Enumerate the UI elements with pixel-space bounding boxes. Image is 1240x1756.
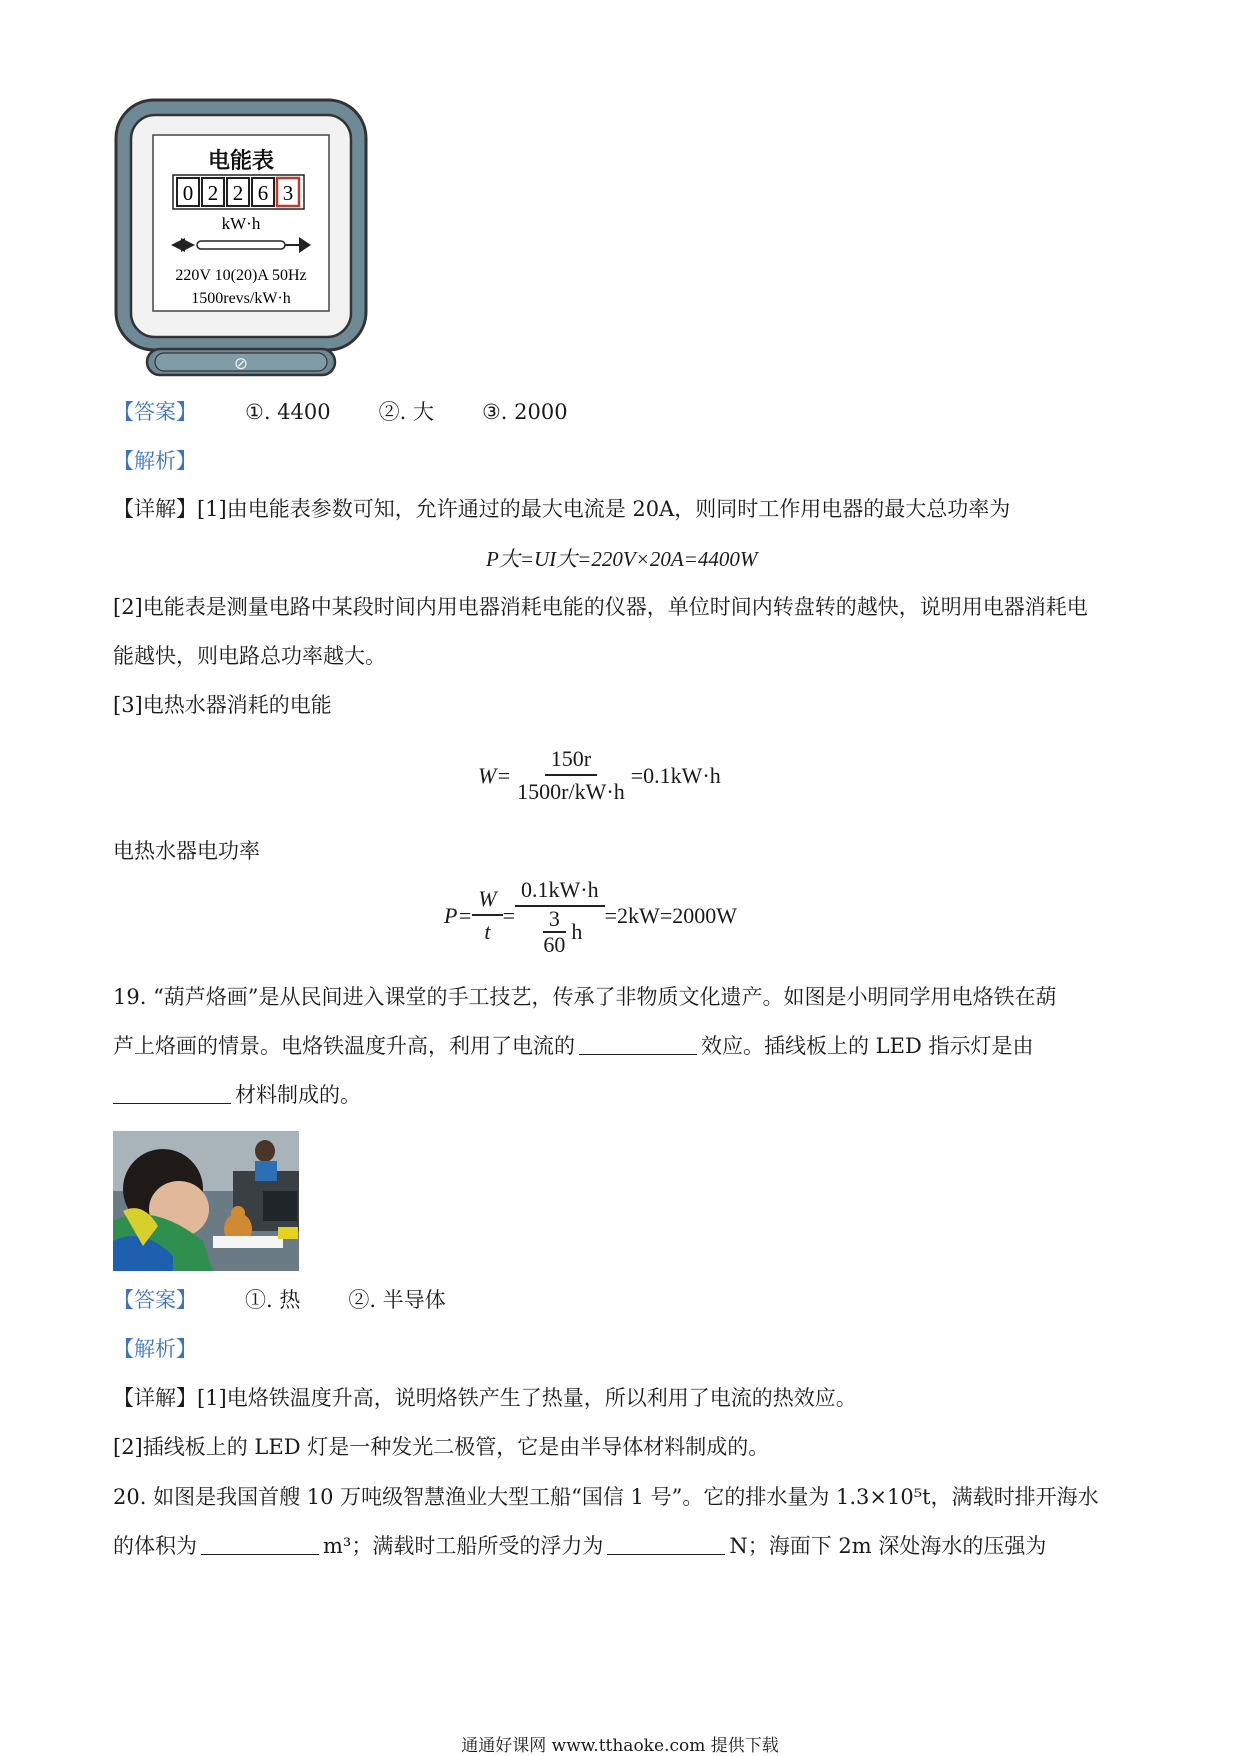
q19-line-3 xyxy=(113,1080,361,1110)
answer-label: 【答案】 xyxy=(113,1288,197,1312)
formula-power-energy: 0.1kW·h xyxy=(515,875,605,907)
formula-energy-rhs: =0.1kW·h xyxy=(630,763,721,788)
q19-line-2 xyxy=(113,1031,1033,1061)
formula-power-time xyxy=(531,907,588,957)
q18-detail-2a: [2]电能表是测量电路中某段时间内用电器消耗电能的仪器，单位时间内转盘转的越快，说明用电器消耗电 xyxy=(113,595,1088,619)
q20-line-2b: m³；满载时工船所受的浮力为 xyxy=(323,1534,604,1558)
formula-power-time-fraction xyxy=(537,907,571,957)
meter-title: 电能表 xyxy=(207,149,275,174)
electric-meter-figure xyxy=(113,97,373,387)
q18-detail-2b: 能越快，则电路总功率越大。 xyxy=(113,644,386,668)
answer-item-1: ①. 4400 xyxy=(245,400,331,424)
gourd-pyrography-photo xyxy=(113,1131,299,1271)
q18-detail-3: [3]电热水器消耗的电能 xyxy=(113,693,332,717)
answer-blank-3[interactable] xyxy=(201,1532,319,1555)
q19-line-2a: 芦上烙画的情景。电烙铁温度升高，利用了电流的 xyxy=(113,1034,575,1058)
meter-slot-icon: ⊘ xyxy=(233,354,249,374)
q19-line-2b: 效应。插线板上的 LED 指示灯是由 xyxy=(701,1034,1034,1058)
formula-power-lhs: P= xyxy=(444,903,473,928)
q19-line-1: 19. “葫芦烙画”是从民间进入课堂的手工技艺，传承了非物质文化遗产。如图是小明同学用电烙铁在葫 xyxy=(113,985,1057,1009)
answer-label: 【答案】 xyxy=(113,400,197,424)
formula-power xyxy=(444,875,737,957)
q20-line-2a: 的体积为 xyxy=(113,1534,197,1558)
answer-blank-1[interactable] xyxy=(579,1032,697,1055)
answer-blank-4[interactable] xyxy=(607,1532,725,1555)
formula-power-w: W xyxy=(472,884,502,916)
formula-energy-fraction xyxy=(511,744,631,808)
q19-analysis-label: 【解析】 xyxy=(113,1337,197,1361)
q20-line-2c: N；海面下 2m 深处海水的压强为 xyxy=(729,1534,1047,1558)
formula-power-fraction-main xyxy=(515,875,605,957)
q20-line-2 xyxy=(113,1531,1046,1561)
page-footer: 通通好课网 www.tthaoke.com 提供下载 xyxy=(461,1736,779,1756)
q18-analysis-label: 【解析】 xyxy=(113,449,197,473)
meter-digit-4: 6 xyxy=(257,181,269,205)
answer-blank-2[interactable] xyxy=(113,1081,231,1104)
meter-digit-2: 2 xyxy=(207,181,219,205)
meter-digits xyxy=(173,175,304,209)
formula-energy-denominator: 1500r/kW·h xyxy=(517,779,625,804)
meter-digit-5: 3 xyxy=(282,181,294,205)
q19-detail-1: 【详解】[1]电烙铁温度升高，说明烙铁产生了热量，所以利用了电流的热效应。 xyxy=(113,1386,857,1410)
formula-power-time-num: 3 xyxy=(543,907,566,933)
formula-power-fraction-wt xyxy=(472,884,502,948)
formula-max-power-text: P大=UI大=220V×20A=4400W xyxy=(486,547,758,571)
q18-answer-row xyxy=(113,397,568,427)
formula-energy-numerator: 150r xyxy=(545,744,597,776)
formula-max-power xyxy=(486,543,757,573)
formula-power-time-unit: h xyxy=(571,919,583,944)
formula-energy-lhs: W= xyxy=(478,763,512,788)
q20-line-1: 20. 如图是我国首艘 10 万吨级智慧渔业大型工船“国信 1 号”。它的排水量为 1.3×10⁵t，满载时排开海水 xyxy=(113,1485,1099,1509)
answer-item-1: ①. 热 xyxy=(245,1288,301,1312)
meter-digit-3: 2 xyxy=(232,181,244,205)
q19-answer-row xyxy=(113,1285,446,1315)
q18-detail-1: 【详解】[1]由电能表参数可知，允许通过的最大电流是 20A，则同时工作用电器的最大总功率为 xyxy=(113,497,1011,521)
answer-item-2: ②. 大 xyxy=(378,400,434,424)
meter-spec-rating: 220V 10(20)A 50Hz xyxy=(175,267,307,284)
q19-line-3b: 材料制成的。 xyxy=(235,1083,361,1107)
formula-power-eq: = xyxy=(502,903,516,928)
answer-item-3: ③. 2000 xyxy=(481,400,568,424)
formula-power-t: t xyxy=(484,919,491,944)
formula-energy xyxy=(478,744,721,808)
meter-digit-1: 0 xyxy=(182,181,194,205)
meter-unit: kW·h xyxy=(221,214,261,233)
answer-item-2: ②. 半导体 xyxy=(348,1288,446,1312)
q19-detail-2: [2]插线板上的 LED 灯是一种发光二极管，它是由半导体材料制成的。 xyxy=(113,1435,770,1459)
meter-spec-revs: 1500revs/kW·h xyxy=(191,290,291,307)
formula-power-rhs: =2kW=2000W xyxy=(604,903,737,928)
q18-power-label: 电热水器电功率 xyxy=(113,839,260,863)
formula-power-time-den: 60 xyxy=(543,932,566,957)
